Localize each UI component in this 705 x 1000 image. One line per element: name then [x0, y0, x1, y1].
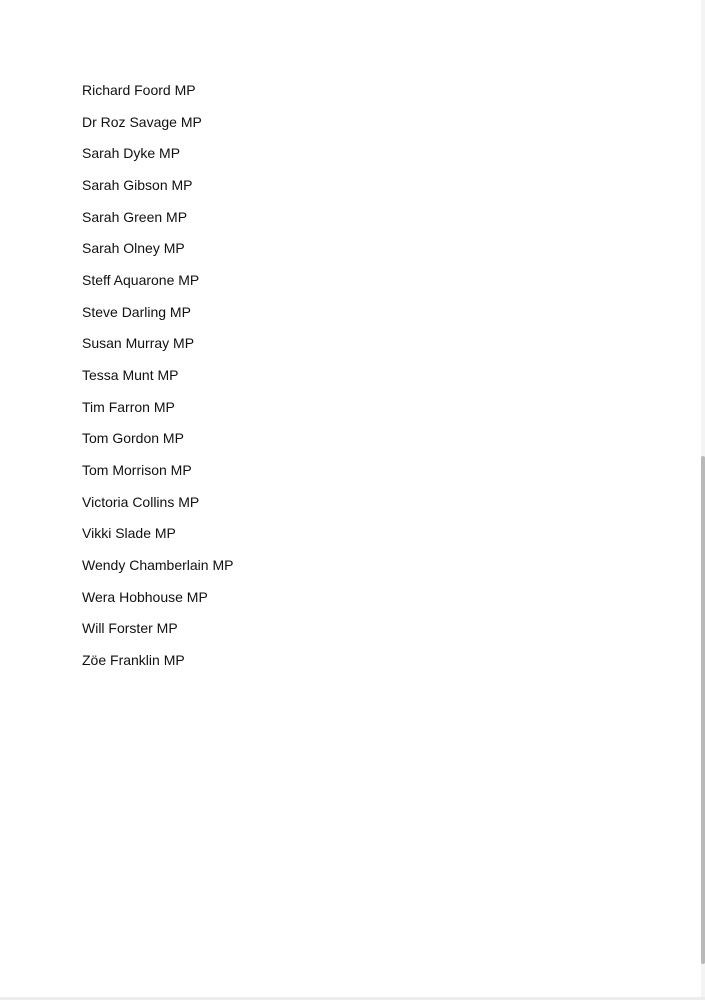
list-item: Tim Farron MP	[82, 398, 175, 415]
list-item: Steve Darling MP	[82, 303, 191, 320]
list-item: Richard Foord MP	[82, 82, 196, 98]
list-item: Wera Hobhouse MP	[82, 588, 208, 605]
vertical-scrollbar[interactable]	[701, 0, 705, 1000]
list-item: Sarah Dyke MP	[82, 145, 181, 162]
list-item: Susan Murray MP	[82, 335, 195, 352]
list-item: Tom Morrison MP	[82, 461, 192, 478]
list-item: Victoria Collins MP	[82, 493, 200, 510]
list-item: Dr Roz Savage MP	[82, 113, 202, 130]
list-item: Zöe Franklin MP	[82, 651, 185, 668]
list-item: Steff Aquarone MP	[82, 271, 200, 288]
list-item: Sarah Green MP	[82, 208, 188, 225]
list-item: Sarah Gibson MP	[82, 176, 193, 193]
mp-name-list	[82, 81, 233, 682]
list-item: Tessa Munt MP	[82, 366, 179, 383]
list-item: Wendy Chamberlain MP	[82, 556, 234, 573]
list-item: Sarah Olney MP	[82, 240, 185, 257]
list-item: Tom Gordon MP	[82, 430, 184, 447]
list-item: Vikki Slade MP	[82, 525, 176, 542]
scrollbar-thumb[interactable]	[701, 456, 705, 964]
list-item: Will Forster MP	[82, 620, 178, 637]
